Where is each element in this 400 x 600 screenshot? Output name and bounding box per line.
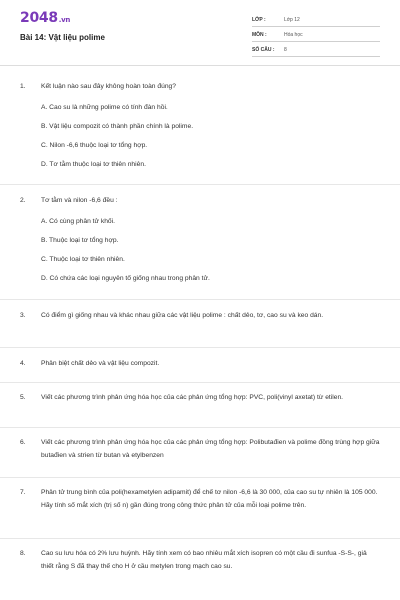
question-separator: [0, 184, 400, 185]
question-separator: [0, 382, 400, 383]
question-separator: [0, 427, 400, 428]
lesson-title: Bài 14: Vật liệu polime: [20, 33, 105, 42]
question-2: [20, 195, 380, 285]
logo-text[interactable]: 2048: [20, 10, 58, 26]
question-separator: [0, 477, 400, 478]
option-d: D. Có chứa các loại nguyên tố giống nhau trong phân tử.: [41, 274, 210, 282]
question-stem: Có điểm gì giống nhau và khác nhau giữa các vật liệu polime : chất dẻo, tơ, cao su và keo dán.: [41, 312, 324, 319]
question-stem: Cao su lưu hóa có 2% lưu huỳnh. Hãy tính xem có bao nhiêu mắt xích isopren có một cầu đi sunfua -S-S-, giả thiết rằng S đã thay thế cho H ở cầu metylen trong mạch cao su.: [41, 550, 367, 570]
question-number: 4.: [20, 360, 26, 367]
meta-subject: [252, 29, 380, 42]
question-8: [20, 548, 380, 573]
option-a: A. Cao su là những polime có tính đàn hồi.: [41, 103, 168, 111]
question-number: 3.: [20, 312, 26, 319]
question-3: [20, 310, 380, 323]
header: [0, 0, 400, 66]
meta-count-label: SỐ CÂU :: [252, 47, 275, 53]
option-c: C. Nilon -6,6 thuộc loại tơ tổng hợp.: [41, 141, 148, 149]
option-a: A. Có cùng phân tử khối.: [41, 217, 115, 225]
question-stem: Phân biệt chất dẻo và vật liệu compozit.: [41, 360, 160, 367]
header-divider: [0, 65, 400, 66]
logo-suffix[interactable]: .vn: [58, 16, 71, 24]
meta-count: [252, 44, 380, 57]
question-separator: [0, 299, 400, 300]
site-logo[interactable]: [20, 10, 70, 26]
question-stem: Kết luận nào sau đây không hoàn toàn đúng?: [41, 83, 176, 90]
question-stem: Phân tử trung bình của poli(hexametylen adipamit) để chế tơ nilon -6,6 là 30 000, của cao su tự nhiên là 105 000. Hãy tính số mắt xích (trị số n) gần đúng trong công thức phân tử của mỗi loại polime trên.: [41, 489, 378, 509]
option-d: D. Tơ tằm thuộc loại tơ thiên nhiên.: [41, 160, 146, 168]
meta-grade: [252, 14, 380, 27]
option-c: C. Thuộc loại tơ thiên nhiên.: [41, 255, 125, 263]
question-5: [20, 392, 380, 405]
question-stem: Viết các phương trình phản ứng hóa học của các phản ứng tổng hợp: PVC, poli(vinyl axetat) từ etilen.: [41, 394, 344, 401]
meta-grade-label: LỚP :: [252, 17, 266, 23]
meta-count-value: 8: [284, 47, 287, 53]
meta-subject-value: Hóa học: [284, 32, 303, 38]
question-number: 2.: [20, 197, 26, 204]
question-1: [20, 81, 380, 171]
question-number: 5.: [20, 394, 26, 401]
question-stem: Viết các phương trình phản ứng hóa học của các phản ứng tổng hợp: Polibutađien và polime đồng trùng hợp giữa butađien và strien từ butan và etylbenzen: [41, 439, 380, 459]
option-b: B. Vật liệu compozit có thành phần chính là polime.: [41, 122, 194, 130]
question-number: 1.: [20, 83, 26, 90]
meta-grade-value: Lớp 12: [284, 17, 300, 23]
option-b: B. Thuộc loại tơ tổng hợp.: [41, 236, 119, 244]
question-separator: [0, 347, 400, 348]
question-6: [20, 437, 380, 462]
question-separator: [0, 538, 400, 539]
question-number: 6.: [20, 439, 26, 446]
question-7: [20, 487, 380, 512]
question-4: [20, 358, 380, 371]
question-number: 7.: [20, 489, 26, 496]
question-number: 8.: [20, 550, 26, 557]
meta-subject-label: MÔN :: [252, 32, 267, 38]
question-stem: Tơ tằm và nilon -6,6 đều :: [41, 197, 118, 204]
